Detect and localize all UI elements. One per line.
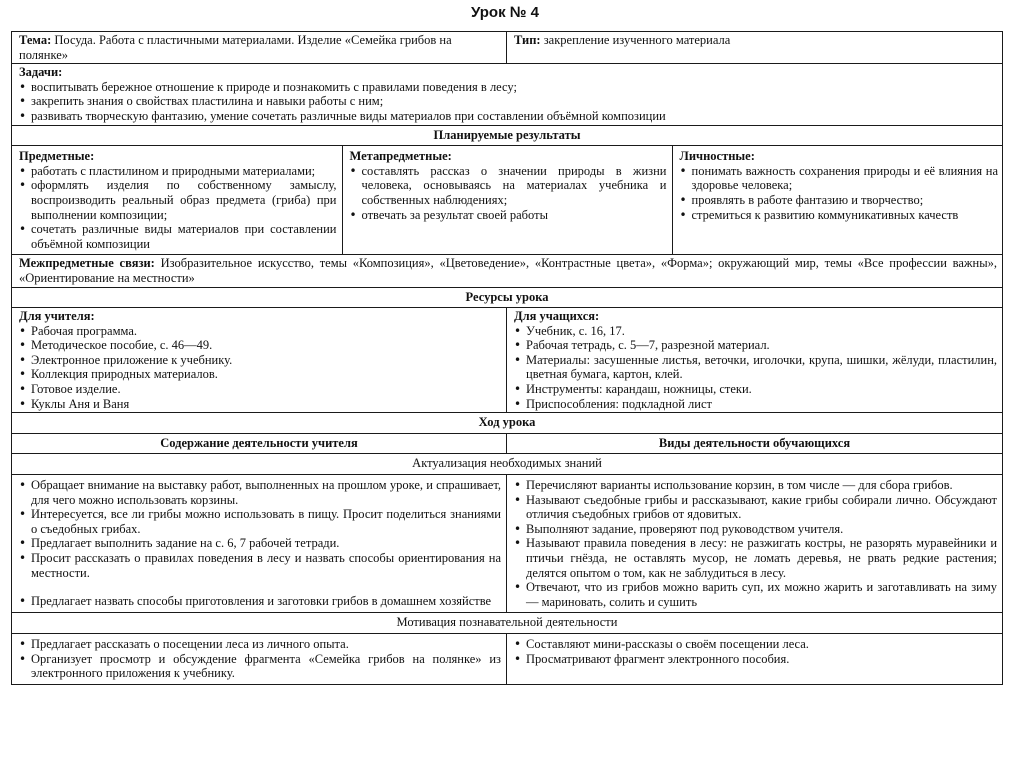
list-item: • воспитывать бережное отношение к природе и познакомить с правилами поведения в лесу;	[19, 80, 997, 95]
list-item: • Методическое пособие, с. 46—49.	[19, 338, 501, 353]
list-item: • сочетать различные виды материалов при составлении объёмной композиции	[19, 222, 337, 251]
teacher-activity-cell	[12, 633, 507, 684]
page-title: Урок № 4	[471, 4, 539, 21]
subject-results-list	[19, 164, 337, 252]
interdisciplinary-label: Межпредметные связи:	[19, 256, 155, 271]
list-item: • стремиться к развитию коммуникативных качеств	[680, 208, 999, 223]
lesson-type-cell	[507, 32, 1003, 64]
list-item: • Называют правила поведения в лесу: не разжигать костры, не разорять муравейники и птичьи гнёзда, не оставлять мусор, не ломать деревья, не рвать редкие растения; делятся опытом о том, как не заблудиться в лесу.	[514, 536, 997, 580]
list-item: • развивать творческую фантазию, умение сочетать различные виды материалов при составлении объёмной композиции	[19, 109, 997, 124]
student-activity-cell	[507, 475, 1003, 613]
list-item: • понимать важность сохранения природы и её влияния на здоровье человека;	[680, 164, 999, 193]
list-item: • Выполняют задание, проверяют под руководством учителя.	[514, 522, 997, 537]
stage-title-row	[12, 613, 1003, 634]
list-item: • Отвечают, что из грибов можно варить суп, их можно жарить и заготавливать на зиму — мариновать, солить и сушить	[514, 580, 997, 609]
lesson-flow-header: Ход урока	[12, 413, 1003, 434]
planned-results-row	[12, 146, 1003, 255]
list-item: • Составляют мини-рассказы о своём посещении леса.	[514, 637, 997, 652]
list-item: • Предлагает назвать способы приготовления и заготовки грибов в домашнем хозяйстве	[19, 594, 501, 609]
list-item: • Рабочая программа.	[19, 324, 501, 339]
list-item: • Материалы: засушенные листья, веточки, иголочки, крупа, шишки, жёлуди, пластилин, цветная бумага, картон, клей.	[514, 353, 997, 382]
planned-results-header: Планируемые результаты	[12, 125, 1003, 146]
lesson-flow-columns-row	[12, 433, 1003, 454]
tasks-row	[12, 64, 1003, 125]
meta-results-cell	[342, 146, 672, 254]
subject-results-cell	[12, 146, 342, 254]
list-item: • Инструменты: карандаш, ножницы, стеки.	[514, 382, 997, 397]
lesson-type-label: Тип:	[514, 33, 541, 47]
stage-title: Мотивация познавательной деятельности	[12, 613, 1003, 634]
teacher-activity-list	[19, 478, 501, 609]
teacher-resources-list	[19, 324, 501, 412]
list-item: • Организует просмотр и обсуждение фрагмента «Семейка грибов на полянке» из электронного приложения к учебнику.	[19, 652, 501, 681]
student-resources-list	[514, 324, 997, 412]
list-item: • Готовое изделие.	[19, 382, 501, 397]
list-item: • составлять рассказ о значении природы в жизни человека, основываясь на материалах учебника и собственных наблюдениях;	[350, 164, 667, 208]
list-item: • работать с пластилином и природными материалами;	[19, 164, 337, 179]
student-resources-label: Для учащихся:	[514, 309, 600, 324]
list-item: • Предлагает рассказать о посещении леса из личного опыта.	[19, 637, 501, 652]
personal-results-cell	[672, 146, 1003, 254]
list-item: • Предлагает выполнить задание на с. 6, 7 рабочей тетради.	[19, 536, 501, 551]
student-resources-cell	[507, 308, 1003, 413]
interdisciplinary-row	[12, 255, 1003, 287]
interdisciplinary-text: Изобразительное искусство, темы «Композиция», «Цветоведение», «Контрастные цвета», «Форма»; окружающий мир, темы «Все профессии важны», «Ориентирование на местности»	[19, 256, 998, 285]
list-item: • оформлять изделия по собственному замыслу, воспроизводить реальный образ предмета (гриба) при выполнении композиции;	[19, 178, 337, 222]
list-item: • Называют съедобные грибы и рассказывают, какие грибы собирали лично. Обсуждают отличия съедобных грибов от ядовитых.	[514, 493, 997, 522]
list-item: • Просматривают фрагмент электронного пособия.	[514, 652, 997, 667]
tasks-cell	[12, 64, 1003, 125]
list-item: • Электронное приложение к учебнику.	[19, 353, 501, 368]
list-item: • Перечисляют варианты использование корзин, в том числе — для сбора грибов.	[514, 478, 997, 493]
list-item: • проявлять в работе фантазию и творчество;	[680, 193, 999, 208]
stage-title: Актуализация необходимых знаний	[12, 454, 1003, 475]
list-item: • Куклы Аня и Ваня	[19, 397, 501, 412]
topic-text: Посуда. Работа с пластичными материалами. Изделие «Семейка грибов на полянке»	[19, 33, 452, 62]
student-activity-list	[514, 478, 997, 609]
stage-content-row	[12, 475, 1003, 613]
list-item: • Обращает внимание на выставку работ, выполненных на прошлом уроке, и спрашивает, для чего можно использовать корзины.	[19, 478, 501, 507]
resources-row	[12, 308, 1003, 413]
stage-title-row	[12, 454, 1003, 475]
teacher-activity-column-header: Содержание деятельности учителя	[12, 433, 507, 454]
personal-results-list	[680, 164, 999, 222]
topic-label: Тема:	[19, 33, 52, 47]
list-item: • Рабочая тетрадь, с. 5—7, разрезной материал.	[514, 338, 997, 353]
planned-results-header-row	[12, 125, 1003, 146]
planned-results-inner	[12, 146, 1003, 254]
meta-results-label: Метапредметные:	[349, 149, 452, 164]
list-item: • Учебник, с. 16, 17.	[514, 324, 997, 339]
student-activity-column-header: Виды деятельности обучающихся	[507, 433, 1003, 454]
teacher-resources-label: Для учителя:	[19, 309, 95, 324]
interdisciplinary-cell	[12, 255, 1003, 287]
student-activity-list	[514, 637, 997, 666]
personal-results-label: Личностные:	[679, 149, 755, 164]
teacher-activity-cell	[12, 475, 507, 613]
teacher-activity-list	[19, 637, 501, 681]
list-item: • отвечать за результат своей работы	[350, 208, 667, 223]
list-item: • Интересуется, все ли грибы можно использовать в пищу. Просит поделиться знаниями о съедобных грибах.	[19, 507, 501, 536]
student-activity-cell	[507, 633, 1003, 684]
list-item: • закрепить знания о свойствах пластилина и навыки работы с ним;	[19, 94, 997, 109]
list-item: • Коллекция природных материалов.	[19, 367, 501, 382]
lesson-flow-header-row	[12, 413, 1003, 434]
stage-content-row	[12, 633, 1003, 684]
topic-cell	[12, 32, 507, 64]
lesson-plan-table	[11, 31, 1003, 685]
meta-results-list	[350, 164, 667, 222]
list-item: • Приспособления: подкладной лист	[514, 397, 997, 412]
resources-header: Ресурсы урока	[12, 287, 1003, 308]
tasks-label: Задачи:	[19, 65, 63, 80]
topic-row	[12, 32, 1003, 64]
list-item: • Просит рассказать о правилах поведения в лесу и назвать способы ориентирования на местности.	[19, 551, 501, 580]
lesson-type-text: закрепление изученного материала	[540, 33, 731, 47]
subject-results-label: Предметные:	[19, 149, 95, 164]
planned-results-wrapper	[12, 146, 1003, 255]
tasks-list	[19, 80, 997, 124]
resources-header-row	[12, 287, 1003, 308]
teacher-resources-cell	[12, 308, 507, 413]
